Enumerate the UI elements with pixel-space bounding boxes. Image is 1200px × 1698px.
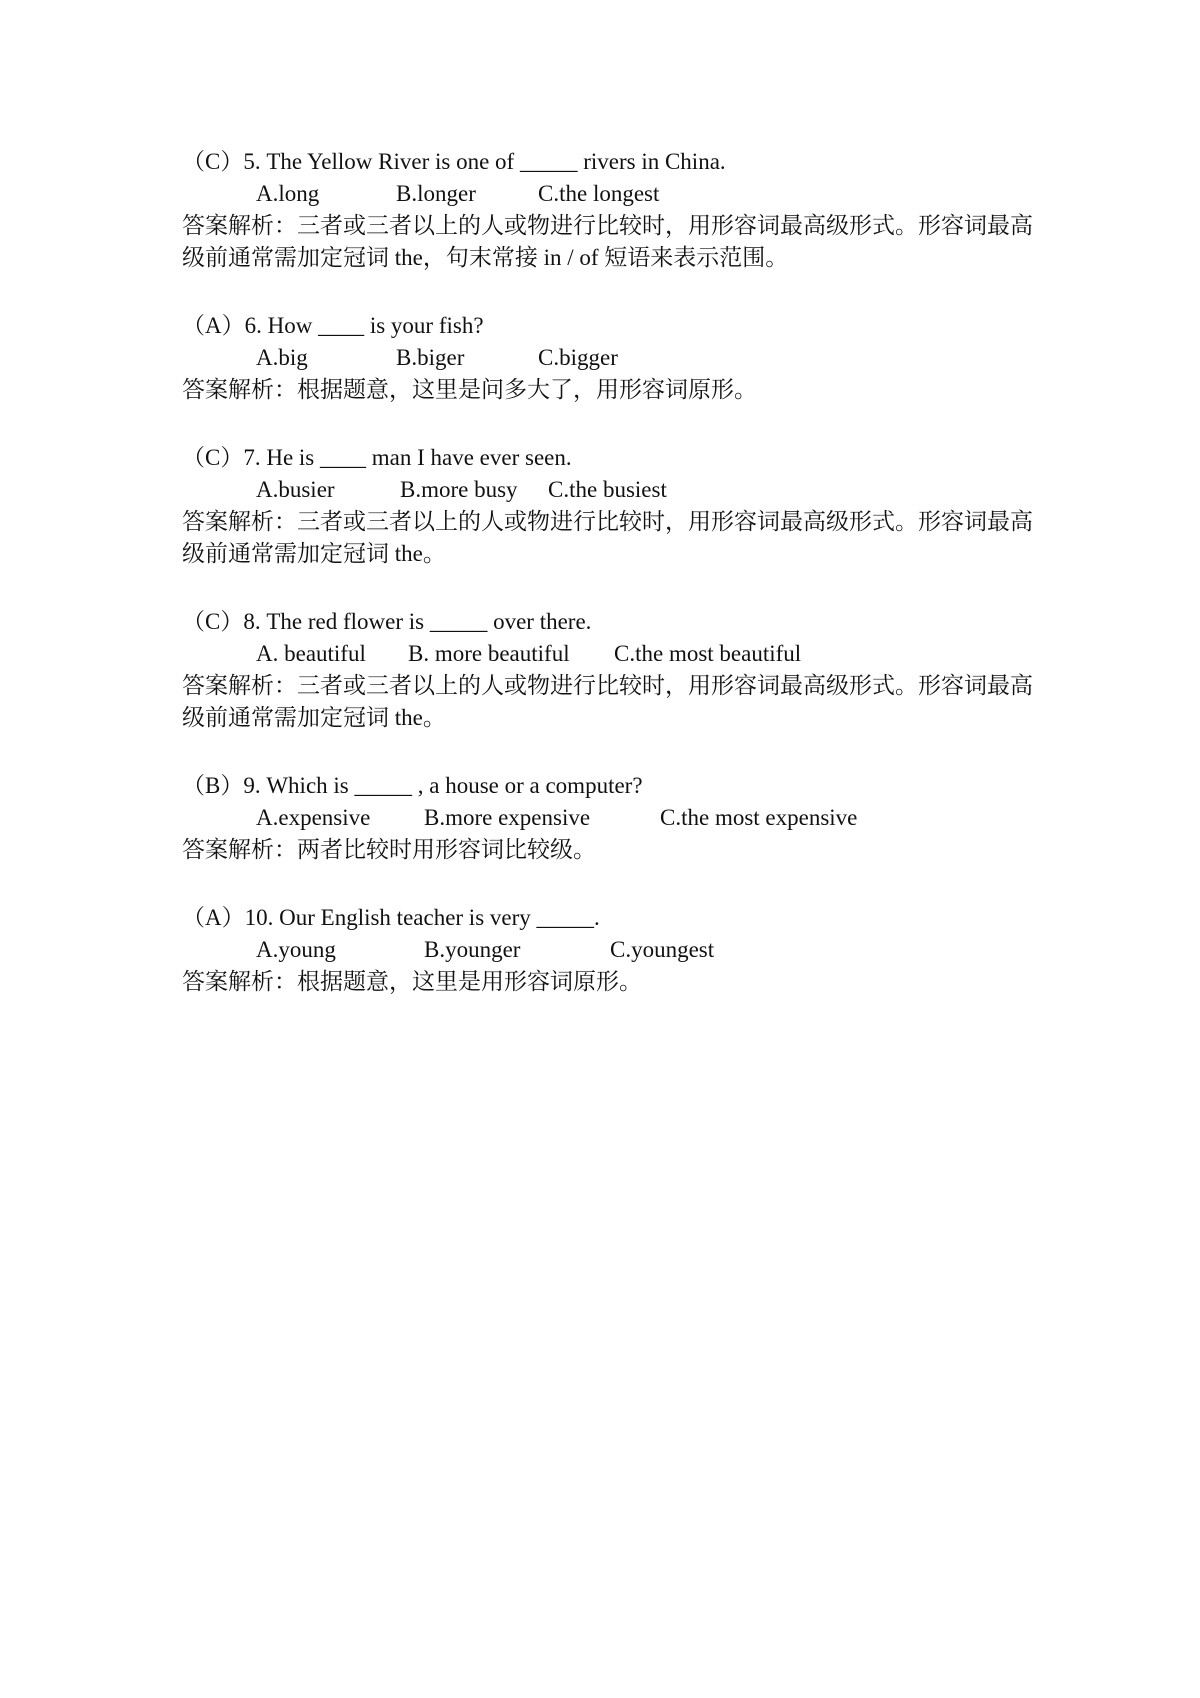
question-text: 10. Our English teacher is very _____. [244, 905, 600, 930]
question-list [182, 146, 1042, 1034]
question-text: 9. Which is _____ , a house or a computer? [243, 773, 643, 798]
answer-mark: （C） [182, 609, 244, 634]
option-a: A.long [256, 181, 320, 206]
question-stem [182, 606, 1042, 638]
question-text: 6. How ____ is your fish? [244, 313, 484, 338]
answer-mark: （C） [182, 149, 244, 174]
question-8 [182, 606, 1042, 734]
options-row [182, 342, 1042, 374]
options-row [182, 802, 1042, 834]
question-text: 5. The Yellow River is one of _____ rivers in China. [243, 149, 726, 174]
answer-explanation: 答案解析：两者比较时用形容词比较级。 [182, 837, 596, 862]
question-text: 7. He is ____ man I have ever seen. [243, 445, 572, 470]
option-b: B.more expensive [424, 805, 591, 830]
question-10 [182, 902, 1042, 998]
answer-mark: （A） [182, 313, 245, 338]
question-6 [182, 310, 1042, 406]
question-stem [182, 902, 1042, 934]
option-c: C.the busiest [548, 477, 667, 502]
answer-mark: （A） [182, 905, 245, 930]
option-c: C.the longest [538, 181, 660, 206]
option-a: A.expensive [256, 805, 371, 830]
answer-mark: （B） [182, 773, 244, 798]
question-text: 8. The red flower is _____ over there. [243, 609, 592, 634]
option-c: C.youngest [610, 937, 715, 962]
option-c: C.bigger [538, 345, 618, 370]
question-stem [182, 770, 1042, 802]
question-7 [182, 442, 1042, 570]
option-a: A.young [256, 937, 336, 962]
option-c: C.the most expensive [660, 805, 858, 830]
option-a: A. beautiful [256, 641, 366, 666]
options-row [182, 474, 1042, 506]
option-b: B.biger [396, 345, 465, 370]
option-a: A.big [256, 345, 308, 370]
answer-explanation: 答案解析：三者或三者以上的人或物进行比较时，用形容词最高级形式。形容词最高级前通常需加定冠词 the。 [182, 509, 1033, 566]
answer-explanation: 答案解析：根据题意，这里是用形容词原形。 [182, 969, 642, 994]
question-stem [182, 310, 1042, 342]
answer-explanation: 答案解析：三者或三者以上的人或物进行比较时，用形容词最高级形式。形容词最高级前通常需加定冠词 the，句末常接 in / of 短语来表示范围。 [182, 213, 1033, 270]
options-row [182, 638, 1042, 670]
question-9 [182, 770, 1042, 866]
options-row [182, 934, 1042, 966]
answer-mark: （C） [182, 445, 244, 470]
option-b: B.more busy [400, 477, 518, 502]
answer-explanation: 答案解析：三者或三者以上的人或物进行比较时，用形容词最高级形式。形容词最高级前通常需加定冠词 the。 [182, 673, 1033, 730]
question-5 [182, 146, 1042, 274]
options-row [182, 178, 1042, 210]
option-a: A.busier [256, 477, 335, 502]
option-c: C.the most beautiful [614, 641, 802, 666]
option-b: B.younger [424, 937, 521, 962]
answer-explanation: 答案解析：根据题意，这里是问多大了，用形容词原形。 [182, 377, 757, 402]
option-b: B.longer [396, 181, 476, 206]
option-b: B. more beautiful [408, 641, 570, 666]
question-stem [182, 442, 1042, 474]
question-stem [182, 146, 1042, 178]
